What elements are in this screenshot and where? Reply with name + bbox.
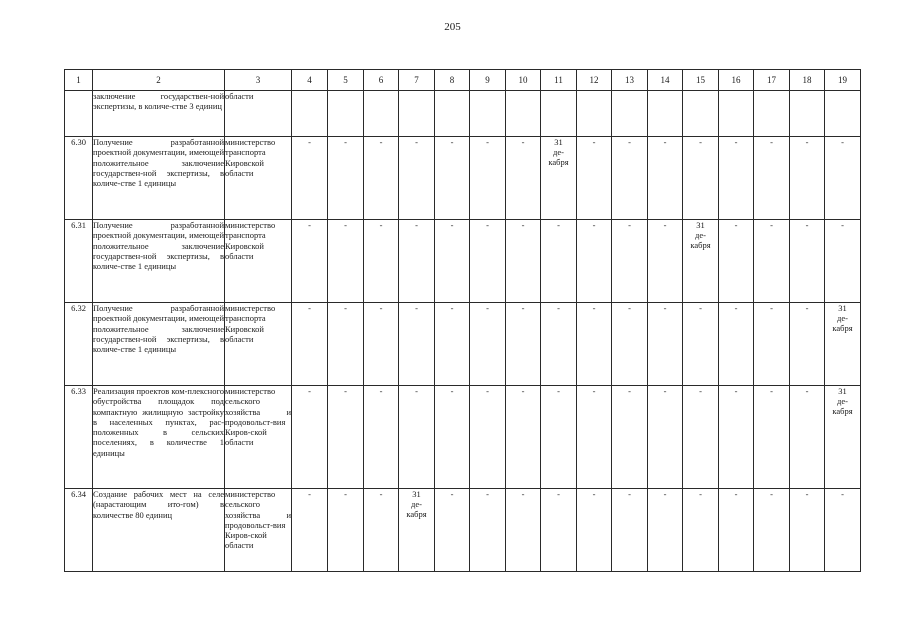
period-mark: - — [699, 303, 702, 313]
period-cell — [719, 91, 754, 137]
table-body — [65, 91, 861, 572]
deadline-date: 31 де- кабря — [832, 303, 853, 333]
executor: министерство транспорта Кировской области — [225, 137, 292, 220]
period-mark: - — [592, 489, 596, 499]
period-cell — [683, 386, 719, 489]
period-cell — [790, 137, 825, 220]
period-cell — [541, 220, 577, 303]
period-mark: - — [486, 137, 489, 147]
period-cell — [577, 220, 612, 303]
period-mark: - — [379, 137, 383, 147]
period-cell — [328, 91, 364, 137]
period-cell — [683, 91, 719, 137]
period-mark: - — [344, 386, 347, 396]
period-mark: - — [770, 303, 773, 313]
period-cell — [506, 489, 541, 572]
period-cell — [506, 137, 541, 220]
row-number: 6.30 — [65, 137, 93, 220]
period-mark: - — [450, 386, 454, 396]
row-number: 6.33 — [65, 386, 93, 489]
column-header: 15 — [683, 70, 719, 91]
period-mark: - — [592, 220, 596, 230]
period-cell — [683, 137, 719, 220]
period-mark: - — [734, 489, 738, 499]
executor: министерство транспорта Кировской области — [225, 220, 292, 303]
period-cell — [612, 220, 648, 303]
table-row — [65, 220, 861, 303]
period-cell — [612, 303, 648, 386]
period-mark: - — [557, 386, 560, 396]
period-cell — [825, 386, 861, 489]
table-row — [65, 137, 861, 220]
period-cell — [506, 386, 541, 489]
period-cell — [435, 489, 470, 572]
row-number: 6.34 — [65, 489, 93, 572]
column-header: 12 — [577, 70, 612, 91]
period-cell — [648, 220, 683, 303]
executor: министерство сельского хозяйства и продовольст-вия Киров-ской области — [225, 489, 292, 572]
event-name: Создание рабочих мест на селе (нарастающим ито-гом) в количестве 80 единиц — [93, 489, 225, 572]
period-cell — [683, 220, 719, 303]
event-name: заключение государствен-ной экспертизы, в количе-стве 3 единиц — [93, 91, 225, 137]
period-mark: - — [379, 386, 383, 396]
period-mark: - — [344, 220, 347, 230]
column-header: 17 — [754, 70, 790, 91]
period-mark: - — [521, 489, 525, 499]
period-cell — [754, 489, 790, 572]
period-mark: - — [557, 303, 560, 313]
period-mark: - — [308, 303, 311, 313]
period-cell — [612, 489, 648, 572]
period-mark: - — [379, 220, 383, 230]
period-mark: - — [557, 489, 560, 499]
period-cell — [825, 220, 861, 303]
period-mark: - — [344, 137, 347, 147]
table-row — [65, 386, 861, 489]
period-cell — [328, 137, 364, 220]
period-mark: - — [734, 220, 738, 230]
period-mark: - — [592, 386, 596, 396]
period-cell — [435, 386, 470, 489]
period-mark: - — [628, 137, 631, 147]
period-cell — [612, 386, 648, 489]
period-cell — [506, 220, 541, 303]
period-mark: - — [415, 220, 418, 230]
period-mark: - — [770, 386, 773, 396]
period-cell — [470, 303, 506, 386]
column-header: 13 — [612, 70, 648, 91]
period-cell — [577, 489, 612, 572]
deadline-date: 31 де- кабря — [548, 137, 569, 167]
period-cell — [470, 91, 506, 137]
period-cell — [506, 91, 541, 137]
column-header: 14 — [648, 70, 683, 91]
period-mark: - — [450, 220, 454, 230]
period-cell — [470, 489, 506, 572]
period-mark: - — [663, 220, 667, 230]
period-mark: - — [415, 386, 418, 396]
period-mark: - — [628, 220, 631, 230]
period-cell — [577, 303, 612, 386]
period-mark: - — [628, 303, 631, 313]
period-cell — [435, 220, 470, 303]
period-mark: - — [841, 489, 844, 499]
period-mark: - — [628, 489, 631, 499]
period-cell — [470, 220, 506, 303]
period-cell — [328, 220, 364, 303]
period-mark: - — [770, 489, 773, 499]
period-cell — [364, 386, 399, 489]
period-mark: - — [379, 303, 383, 313]
period-mark: - — [450, 137, 454, 147]
column-header: 6 — [364, 70, 399, 91]
column-header: 18 — [790, 70, 825, 91]
period-mark: - — [415, 137, 418, 147]
period-cell — [648, 137, 683, 220]
period-cell — [541, 303, 577, 386]
period-cell — [825, 489, 861, 572]
period-mark: - — [521, 386, 525, 396]
period-cell — [648, 91, 683, 137]
period-cell — [648, 303, 683, 386]
column-header: 1 — [65, 70, 93, 91]
period-mark: - — [841, 220, 844, 230]
period-mark: - — [770, 137, 773, 147]
period-cell — [292, 303, 328, 386]
period-cell — [399, 386, 435, 489]
column-header: 16 — [719, 70, 754, 91]
period-cell — [790, 91, 825, 137]
period-mark: - — [841, 137, 844, 147]
period-cell — [754, 303, 790, 386]
period-cell — [648, 386, 683, 489]
column-header: 5 — [328, 70, 364, 91]
period-cell — [683, 489, 719, 572]
period-mark: - — [415, 303, 418, 313]
period-cell — [399, 220, 435, 303]
period-cell — [719, 303, 754, 386]
period-mark: - — [663, 303, 667, 313]
column-header: 7 — [399, 70, 435, 91]
period-cell — [399, 137, 435, 220]
period-mark: - — [805, 137, 809, 147]
row-number: 6.32 — [65, 303, 93, 386]
executor: министерство транспорта Кировской области — [225, 303, 292, 386]
column-header: 9 — [470, 70, 506, 91]
table-header — [65, 70, 861, 91]
period-mark: - — [699, 137, 702, 147]
period-mark: - — [521, 220, 525, 230]
period-cell — [435, 137, 470, 220]
period-cell — [364, 91, 399, 137]
period-cell — [328, 489, 364, 572]
period-cell — [754, 91, 790, 137]
period-mark: - — [592, 303, 596, 313]
header-row — [65, 70, 861, 91]
period-mark: - — [308, 386, 311, 396]
period-cell — [648, 489, 683, 572]
period-cell — [754, 137, 790, 220]
period-cell — [790, 386, 825, 489]
event-name: Получение разработанной проектной документации, имеющей положительное заключение государствен-ной экспертизы, в количе-стве 1 единицы — [93, 137, 225, 220]
period-cell — [541, 489, 577, 572]
period-cell — [612, 137, 648, 220]
period-mark: - — [734, 386, 738, 396]
period-cell — [825, 303, 861, 386]
period-cell — [612, 91, 648, 137]
period-cell — [292, 137, 328, 220]
row-number — [65, 91, 93, 137]
period-cell — [328, 386, 364, 489]
period-cell — [364, 220, 399, 303]
period-mark: - — [592, 137, 596, 147]
period-cell — [790, 220, 825, 303]
deadline-date: 31 де- кабря — [406, 489, 427, 519]
period-cell — [790, 489, 825, 572]
period-mark: - — [486, 220, 489, 230]
period-cell — [754, 220, 790, 303]
period-cell — [470, 137, 506, 220]
period-mark: - — [486, 489, 489, 499]
period-cell — [506, 303, 541, 386]
period-mark: - — [486, 303, 489, 313]
period-mark: - — [805, 303, 809, 313]
period-cell — [435, 91, 470, 137]
period-mark: - — [344, 303, 347, 313]
executor: министерство сельского хозяйства и продовольст-вия Киров-ской области — [225, 386, 292, 489]
period-mark: - — [734, 137, 738, 147]
period-mark: - — [308, 137, 311, 147]
table-row — [65, 303, 861, 386]
period-mark: - — [521, 137, 525, 147]
period-mark: - — [521, 303, 525, 313]
period-mark: - — [663, 137, 667, 147]
period-mark: - — [628, 386, 631, 396]
event-name: Реализация проектов ком-плексного обустройства площадок под компактную жилищную застройку в населенных пунктах, рас-положенных в сельских поселениях, в количестве 1 единицы — [93, 386, 225, 489]
period-cell — [754, 386, 790, 489]
period-cell — [577, 386, 612, 489]
executor: области — [225, 91, 292, 137]
period-cell — [541, 91, 577, 137]
period-cell — [683, 303, 719, 386]
period-cell — [541, 137, 577, 220]
period-cell — [292, 386, 328, 489]
period-cell — [399, 303, 435, 386]
period-cell — [719, 489, 754, 572]
column-header: 10 — [506, 70, 541, 91]
period-mark: - — [308, 220, 311, 230]
period-cell — [292, 91, 328, 137]
period-mark: - — [379, 489, 383, 499]
period-mark: - — [450, 489, 454, 499]
period-cell — [577, 137, 612, 220]
event-name: Получение разработанной проектной документации, имеющей положительное заключение государствен-ной экспертизы, в количе-стве 1 единицы — [93, 303, 225, 386]
period-cell — [292, 220, 328, 303]
period-cell — [790, 303, 825, 386]
period-mark: - — [663, 386, 667, 396]
period-mark: - — [734, 303, 738, 313]
period-cell — [719, 220, 754, 303]
period-mark: - — [699, 386, 702, 396]
deadline-date: 31 де- кабря — [832, 386, 853, 416]
schedule-table — [64, 69, 861, 572]
period-cell — [399, 489, 435, 572]
period-mark: - — [663, 489, 667, 499]
period-cell — [399, 91, 435, 137]
period-mark: - — [557, 220, 560, 230]
table-row — [65, 489, 861, 572]
column-header: 8 — [435, 70, 470, 91]
column-header: 19 — [825, 70, 861, 91]
deadline-date: 31 де- кабря — [690, 220, 711, 250]
period-cell — [719, 386, 754, 489]
period-cell — [292, 489, 328, 572]
period-cell — [577, 91, 612, 137]
period-cell — [825, 91, 861, 137]
period-mark: - — [486, 386, 489, 396]
period-mark: - — [308, 489, 311, 499]
period-cell — [719, 137, 754, 220]
period-cell — [435, 303, 470, 386]
period-mark: - — [450, 303, 454, 313]
period-mark: - — [805, 220, 809, 230]
period-cell — [328, 303, 364, 386]
period-mark: - — [805, 489, 809, 499]
column-header: 4 — [292, 70, 328, 91]
period-cell — [470, 386, 506, 489]
period-mark: - — [344, 489, 347, 499]
column-header: 3 — [225, 70, 292, 91]
table-row — [65, 91, 861, 137]
period-mark: - — [805, 386, 809, 396]
column-header: 2 — [93, 70, 225, 91]
column-header: 11 — [541, 70, 577, 91]
period-mark: - — [699, 489, 702, 499]
period-mark: - — [770, 220, 773, 230]
event-name: Получение разработанной проектной документации, имеющей положительное заключение государствен-ной экспертизы, в количе-стве 1 единицы — [93, 220, 225, 303]
page-number: 205 — [444, 21, 461, 33]
period-cell — [364, 303, 399, 386]
period-cell — [364, 137, 399, 220]
period-cell — [364, 489, 399, 572]
period-cell — [825, 137, 861, 220]
period-cell — [541, 386, 577, 489]
row-number: 6.31 — [65, 220, 93, 303]
